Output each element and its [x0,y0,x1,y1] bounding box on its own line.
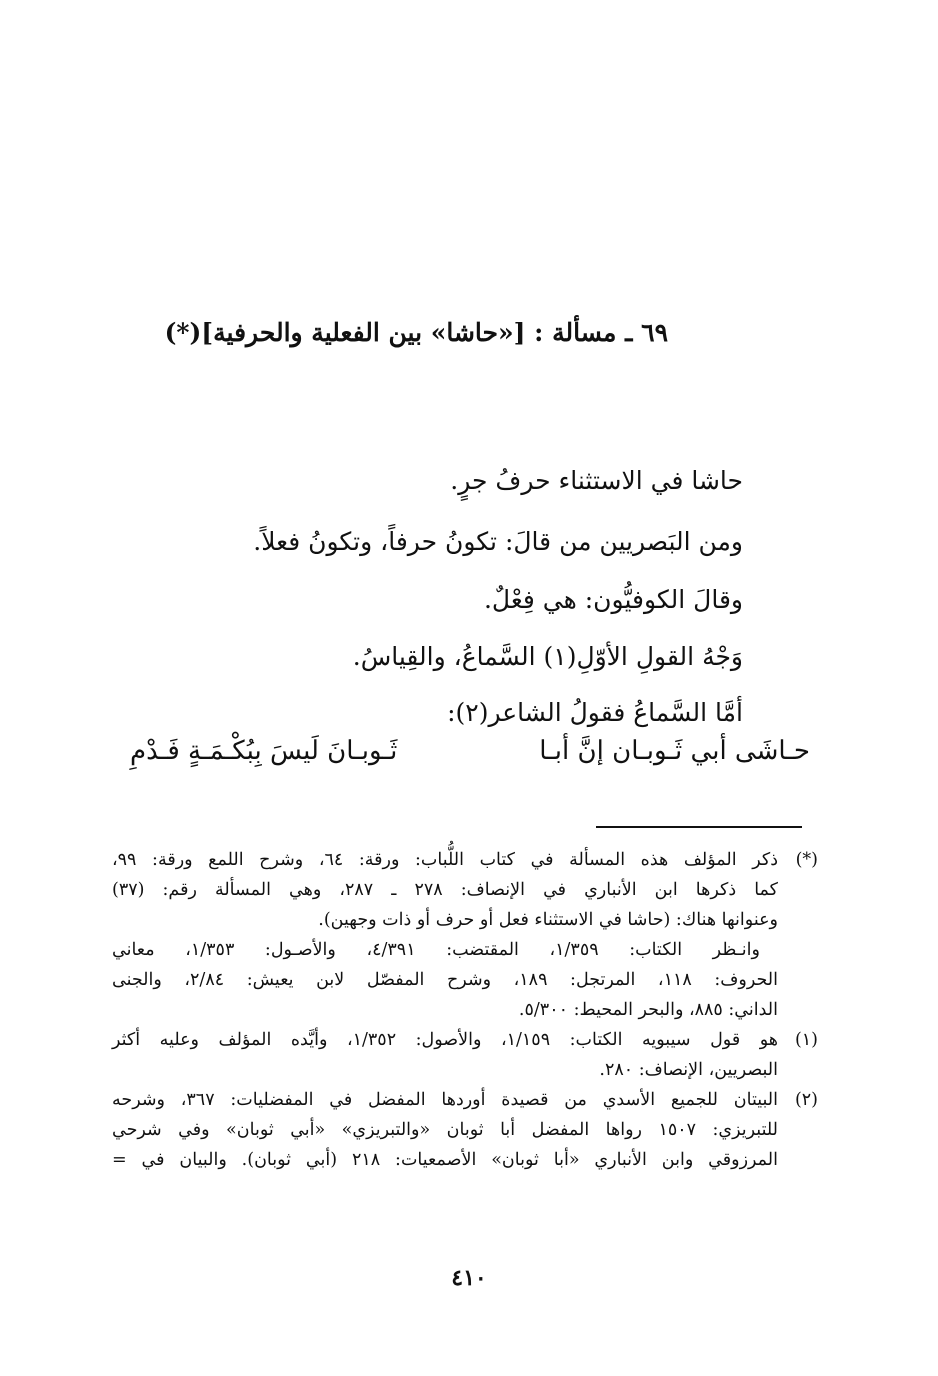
body-line: ومن البَصريين من قالَ: تكونُ حرفاً، وتكونُ فعلاً. [253,527,743,556]
footnote-text: الحروف: ١١٨، المرتجل: ١٨٩، وشرح المفصّل لابن يعيش: ٢/٨٤، والجنى [112,970,778,990]
verse-first-hemistich: حـاشَى أبي ثَـوبـان إنَّ أبـا [539,736,810,766]
footnote-text: الداني: ٨٨٥، والبحر المحيط: ٥/٣٠٠. [518,1000,778,1020]
footnote-text: البصريين، الإنصاف: ٢٨٠. [599,1060,778,1080]
footnote-line [112,995,818,1025]
poetry-verse [130,736,810,784]
footnote-text: ذكر المؤلف هذه المسألة في كتاب اللُّباب: ورقة: ٦٤، وشرح اللمع ورقة: ٩٩، [112,850,778,870]
footnote-mark: (٢) [794,1090,818,1110]
issue-title: ٦٩ ـ مسألة : [«حاشا» بين الفعلية والحرفية](*) [164,318,668,347]
footnote-text: وعنوانها هناك: (حاشا في الاستثناء فعل أو حرف أو ذات وجهين). [318,910,778,930]
footnote-line [112,1085,818,1115]
footnote-line [112,1115,818,1145]
footnote-line [112,965,818,995]
footnote-text: للتبريزي: ١٥٠٧ رواها المفضل أبا ثوبان «والتبريزي» «أبي ثوبان» وفي شرحي [112,1120,778,1140]
footnote-line [112,1055,818,1085]
footnote-text: وانـظر الكتاب: ١/٣٥٩، المقتضب: ٤/٣٩١، والأصـول: ١/٣٥٣، معاني [112,940,760,960]
page-number: ٤١٠ [451,1265,487,1291]
footnote-mark: (*) [795,850,818,870]
body-line: وَجْهُ القولِ الأوّلِ(١) السَّماعُ، والقِياسُ. [352,642,743,671]
footnote-line [112,1025,818,1055]
footnote-separator [596,826,802,828]
footnote-line [112,1145,818,1175]
footnote-line [112,845,818,875]
footnote-text: كما ذكرها ابن الأنباري في الإنصاف: ٢٧٨ ـ ٢٨٧، وهي المسألة رقم: (٣٧) [112,880,778,900]
footnote-line [112,875,818,905]
body-line: وقالَ الكوفيُّون: هي فِعْلٌ. [483,585,743,614]
footnote-text: هو قول سيبويه الكتاب: ١/١٥٩، والأصول: ١/٣٥٢، وأيَّده المؤلف وعليه أكثر [112,1030,778,1050]
footnote-text: المرزوقي وابن الأنباري «أبا ثوبان» الأصمعيات: ٢١٨ (أبي ثوبان). والبيان في = [112,1150,778,1170]
footnote-mark: (١) [794,1030,818,1050]
footnote-line [112,905,818,935]
footnote-text: البيتان للجميع الأسدي من قصيدة أوردها المفضل في المفضليات: ٣٦٧، وشرحه [112,1090,778,1110]
verse-second-hemistich: ثَـوبـانَ لَيسَ بِبُكْـمَـةٍ فَـدْمِ [130,736,398,766]
body-line: حاشا في الاستثناء حرفُ جرٍ. [450,466,743,495]
body-line: أمَّا السَّماعُ فقولُ الشاعر(٢): [447,698,743,727]
footnote-line [112,935,818,965]
footnotes [112,845,818,1175]
